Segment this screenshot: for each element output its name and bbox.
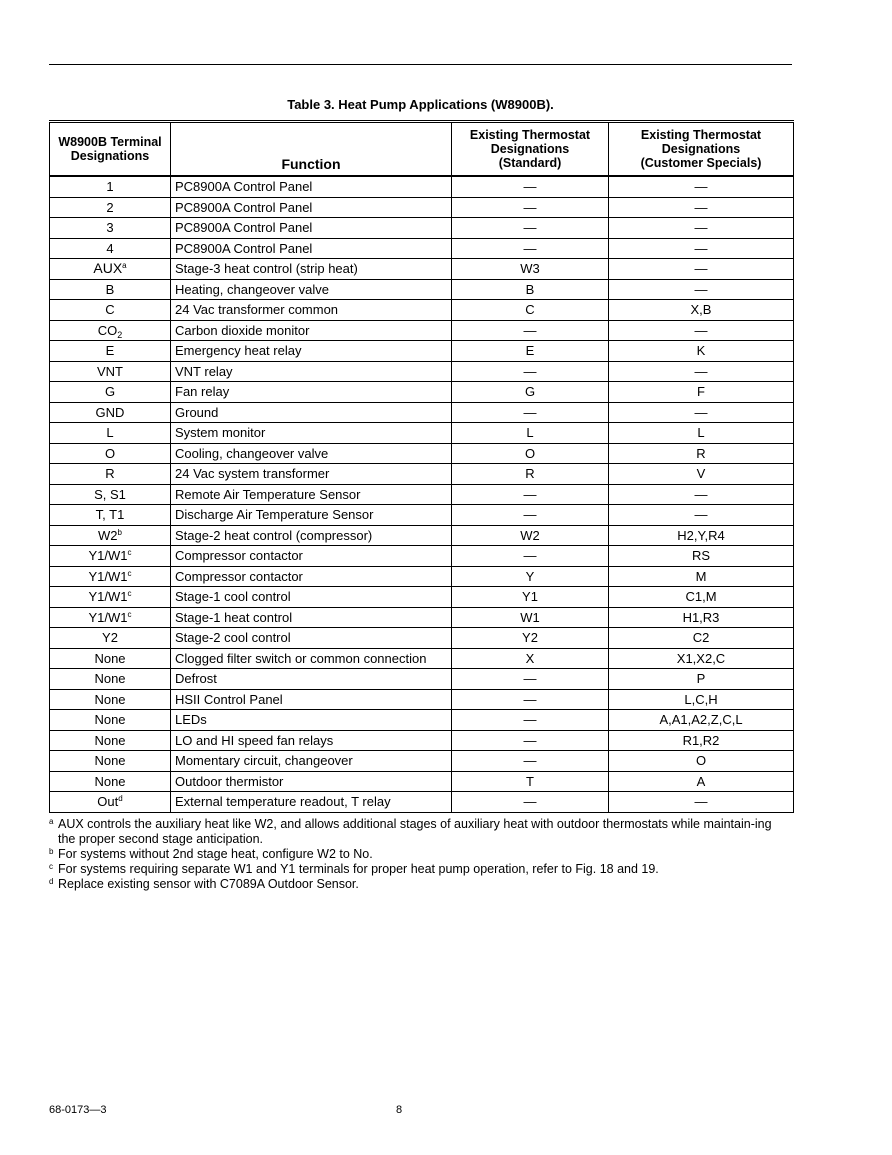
cell-custom: —	[609, 361, 794, 382]
header-standard	[452, 122, 609, 177]
cell-terminal	[50, 546, 171, 567]
header-function: Function	[171, 122, 452, 177]
cell-custom: L	[609, 423, 794, 444]
terminal-label: None	[94, 712, 126, 728]
cell-function: Compressor contactor	[171, 566, 452, 587]
terminal-label: W2	[98, 527, 118, 543]
table-row	[50, 443, 794, 464]
table-row	[50, 546, 794, 567]
cell-standard: —	[452, 320, 609, 341]
table-body	[50, 176, 794, 812]
footnote	[49, 862, 792, 877]
footnote	[49, 847, 792, 862]
table-row	[50, 628, 794, 649]
table-row	[50, 792, 794, 813]
cell-function: PC8900A Control Panel	[171, 218, 452, 239]
subscript: 2	[117, 329, 123, 340]
footnote	[49, 877, 792, 892]
table-row	[50, 607, 794, 628]
cell-standard: —	[452, 751, 609, 772]
terminal-label: None	[94, 773, 126, 789]
table-row	[50, 648, 794, 669]
cell-function: HSII Control Panel	[171, 689, 452, 710]
terminal-label: Y2	[102, 630, 118, 646]
cell-function: Remote Air Temperature Sensor	[171, 484, 452, 505]
terminal-label: Y1/W1	[88, 609, 128, 625]
cell-function: Carbon dioxide monitor	[171, 320, 452, 341]
cell-custom: C2	[609, 628, 794, 649]
footnote-mark: d	[118, 794, 123, 804]
cell-custom: —	[609, 402, 794, 423]
cell-function: Outdoor thermistor	[171, 771, 452, 792]
table-row	[50, 689, 794, 710]
cell-function: 24 Vac system transformer	[171, 464, 452, 485]
footnote	[49, 817, 792, 847]
table-row	[50, 751, 794, 772]
cell-custom: —	[609, 792, 794, 813]
header-terminal	[50, 122, 171, 177]
terminal-label: 1	[106, 179, 114, 195]
cell-terminal	[50, 443, 171, 464]
cell-custom: —	[609, 259, 794, 280]
terminal-label: B	[105, 281, 115, 297]
cell-terminal	[50, 751, 171, 772]
cell-custom: A,A1,A2,Z,C,L	[609, 710, 794, 731]
footnote-mark: c	[127, 589, 132, 599]
footnote-text: For systems without 2nd stage heat, configure W2 to No.	[58, 847, 373, 861]
footnote-text: AUX controls the auxiliary heat like W2, and allows additional stages of auxiliary heat with outdoor thermostats while maintain-ing the proper second stage anticipation.	[58, 817, 772, 846]
cell-function: Stage-1 heat control	[171, 607, 452, 628]
terminal-label: None	[94, 732, 126, 748]
header-custom	[609, 122, 794, 177]
terminal-label: 3	[106, 220, 114, 236]
table-row	[50, 402, 794, 423]
cell-custom: —	[609, 320, 794, 341]
terminal-label: G	[104, 384, 116, 400]
cell-terminal	[50, 525, 171, 546]
table-row	[50, 300, 794, 321]
cell-terminal	[50, 341, 171, 362]
cell-standard: Y2	[452, 628, 609, 649]
cell-terminal	[50, 484, 171, 505]
terminal-label: AUX	[93, 260, 123, 277]
cell-standard: G	[452, 382, 609, 403]
terminal-label: E	[105, 343, 115, 359]
table-row	[50, 218, 794, 239]
cell-function: LO and HI speed fan relays	[171, 730, 452, 751]
cell-custom: A	[609, 771, 794, 792]
terminal-label: L	[106, 425, 114, 441]
cell-terminal	[50, 669, 171, 690]
cell-standard: —	[452, 218, 609, 239]
cell-standard: —	[452, 484, 609, 505]
footnote-letter: c	[49, 862, 53, 871]
cell-standard: W1	[452, 607, 609, 628]
cell-standard: B	[452, 279, 609, 300]
cell-custom: —	[609, 238, 794, 259]
heat-pump-table	[49, 120, 794, 813]
cell-custom: O	[609, 751, 794, 772]
cell-terminal	[50, 238, 171, 259]
cell-standard: Y	[452, 566, 609, 587]
table-row	[50, 259, 794, 280]
cell-function: Stage-2 heat control (compressor)	[171, 525, 452, 546]
cell-standard: —	[452, 710, 609, 731]
terminal-label: 4	[106, 240, 114, 256]
terminal-label: S, S1	[94, 486, 126, 502]
table-row	[50, 730, 794, 751]
terminal-label: C	[105, 302, 115, 318]
table-row	[50, 423, 794, 444]
cell-function: LEDs	[171, 710, 452, 731]
cell-terminal	[50, 587, 171, 608]
doc-number: 68-0173—3	[49, 1104, 107, 1116]
terminal-label: T, T1	[95, 507, 125, 523]
cell-function: Discharge Air Temperature Sensor	[171, 505, 452, 526]
table-caption: Table 3. Heat Pump Applications (W8900B).	[287, 97, 554, 112]
cell-standard: —	[452, 505, 609, 526]
cell-custom: H1,R3	[609, 607, 794, 628]
table-row	[50, 587, 794, 608]
cell-custom: K	[609, 341, 794, 362]
cell-terminal	[50, 771, 171, 792]
cell-terminal	[50, 710, 171, 731]
table-row	[50, 341, 794, 362]
cell-custom: C1,M	[609, 587, 794, 608]
footnote-mark: b	[117, 527, 122, 537]
cell-standard: W3	[452, 259, 609, 280]
cell-standard: X	[452, 648, 609, 669]
cell-function: Defrost	[171, 669, 452, 690]
terminal-label: CO	[97, 322, 118, 338]
terminal-label: Y1/W1	[88, 589, 128, 605]
terminal-label: None	[94, 753, 126, 769]
cell-standard: —	[452, 546, 609, 567]
cell-terminal	[50, 464, 171, 485]
table-row	[50, 320, 794, 341]
cell-function: Clogged filter switch or common connection	[171, 648, 452, 669]
cell-function: Stage-1 cool control	[171, 587, 452, 608]
cell-standard: —	[452, 792, 609, 813]
cell-custom: X1,X2,C	[609, 648, 794, 669]
header-custom-line: Existing Thermostat	[640, 128, 762, 142]
terminal-label: Out	[97, 794, 119, 810]
footnote-letter: b	[49, 847, 54, 856]
cell-custom: V	[609, 464, 794, 485]
terminal-label: None	[94, 650, 126, 666]
terminal-label: VNT	[97, 363, 123, 379]
terminal-label: None	[94, 691, 126, 707]
cell-function: Ground	[171, 402, 452, 423]
page-number: 8	[396, 1104, 403, 1116]
table-row	[50, 771, 794, 792]
cell-standard: Y1	[452, 587, 609, 608]
footnote-text: Replace existing sensor with C7089A Outdoor Sensor.	[58, 877, 359, 891]
cell-function: Heating, changeover valve	[171, 279, 452, 300]
table-row	[50, 505, 794, 526]
cell-standard: C	[452, 300, 609, 321]
cell-function: Momentary circuit, changeover	[171, 751, 452, 772]
cell-terminal	[50, 176, 171, 197]
header-custom-line: (Customer Specials)	[640, 156, 762, 170]
cell-terminal	[50, 300, 171, 321]
cell-standard: W2	[452, 525, 609, 546]
cell-standard: —	[452, 197, 609, 218]
cell-standard: —	[452, 361, 609, 382]
cell-terminal	[50, 628, 171, 649]
table-row	[50, 382, 794, 403]
cell-terminal	[50, 689, 171, 710]
header-terminal-line: Designations	[70, 149, 150, 163]
table-row	[50, 566, 794, 587]
cell-function: PC8900A Control Panel	[171, 197, 452, 218]
footnote-letter: d	[49, 877, 54, 886]
cell-custom: P	[609, 669, 794, 690]
cell-terminal	[50, 218, 171, 239]
cell-custom: X,B	[609, 300, 794, 321]
cell-standard: O	[452, 443, 609, 464]
cell-standard: L	[452, 423, 609, 444]
cell-terminal	[50, 382, 171, 403]
cell-function: Stage-2 cool control	[171, 628, 452, 649]
cell-custom: L,C,H	[609, 689, 794, 710]
cell-standard: —	[452, 689, 609, 710]
cell-terminal	[50, 279, 171, 300]
header-custom-line: Designations	[661, 142, 741, 156]
cell-terminal	[50, 607, 171, 628]
cell-standard: —	[452, 669, 609, 690]
cell-custom: —	[609, 218, 794, 239]
terminal-label: Y1/W1	[88, 568, 128, 584]
cell-custom: H2,Y,R4	[609, 525, 794, 546]
cell-custom: —	[609, 197, 794, 218]
table-header-row	[50, 122, 794, 177]
footnote-mark: c	[127, 568, 132, 578]
cell-function: PC8900A Control Panel	[171, 238, 452, 259]
cell-function: Stage-3 heat control (strip heat)	[171, 259, 452, 280]
footnote-text: For systems requiring separate W1 and Y1 terminals for proper heat pump operation, refer to Fig. 18 and 19.	[58, 862, 659, 876]
cell-terminal	[50, 423, 171, 444]
cell-terminal	[50, 402, 171, 423]
cell-custom: R1,R2	[609, 730, 794, 751]
terminal-label: R	[105, 466, 115, 482]
cell-custom: R	[609, 443, 794, 464]
footnote-mark: c	[127, 609, 132, 619]
cell-standard: E	[452, 341, 609, 362]
cell-custom: M	[609, 566, 794, 587]
terminal-label: Y1/W1	[88, 548, 128, 564]
table-row	[50, 484, 794, 505]
cell-custom: —	[609, 484, 794, 505]
table-row	[50, 669, 794, 690]
cell-function: PC8900A Control Panel	[171, 176, 452, 197]
footnote-letter: a	[49, 817, 54, 826]
cell-custom: RS	[609, 546, 794, 567]
cell-function: Cooling, changeover valve	[171, 443, 452, 464]
header-terminal-line: W8900B Terminal	[58, 135, 162, 149]
cell-terminal	[50, 566, 171, 587]
cell-function: External temperature readout, T relay	[171, 792, 452, 813]
cell-custom: —	[609, 279, 794, 300]
terminal-label: 2	[106, 199, 114, 215]
cell-standard: —	[452, 402, 609, 423]
table-row	[50, 361, 794, 382]
cell-standard: R	[452, 464, 609, 485]
cell-function: System monitor	[171, 423, 452, 444]
terminal-label: O	[104, 445, 116, 461]
top-rule	[49, 64, 792, 65]
cell-custom: —	[609, 176, 794, 197]
cell-terminal	[50, 320, 171, 341]
header-standard-line: (Standard)	[498, 156, 562, 170]
cell-terminal	[50, 505, 171, 526]
header-standard-line: Existing Thermostat	[469, 128, 591, 142]
table-row	[50, 238, 794, 259]
terminal-label: None	[94, 671, 126, 687]
table-row	[50, 176, 794, 197]
cell-function: 24 Vac transformer common	[171, 300, 452, 321]
cell-standard: —	[452, 730, 609, 751]
cell-standard: —	[452, 176, 609, 197]
footnote-mark: a	[122, 261, 127, 271]
cell-standard: T	[452, 771, 609, 792]
cell-function: Emergency heat relay	[171, 341, 452, 362]
cell-function: Fan relay	[171, 382, 452, 403]
cell-terminal	[50, 197, 171, 218]
cell-terminal	[50, 648, 171, 669]
footnote-mark: c	[127, 548, 132, 558]
header-standard-line: Designations	[490, 142, 570, 156]
cell-standard: —	[452, 238, 609, 259]
cell-function: Compressor contactor	[171, 546, 452, 567]
cell-terminal	[50, 730, 171, 751]
table-row	[50, 197, 794, 218]
cell-custom: F	[609, 382, 794, 403]
table-row	[50, 279, 794, 300]
table-row	[50, 525, 794, 546]
table-row	[50, 710, 794, 731]
cell-function: VNT relay	[171, 361, 452, 382]
cell-terminal	[50, 792, 171, 813]
cell-terminal	[50, 361, 171, 382]
cell-custom: —	[609, 505, 794, 526]
terminal-label: GND	[95, 404, 125, 420]
footnotes	[49, 817, 792, 892]
cell-terminal	[50, 259, 171, 280]
table-row	[50, 464, 794, 485]
